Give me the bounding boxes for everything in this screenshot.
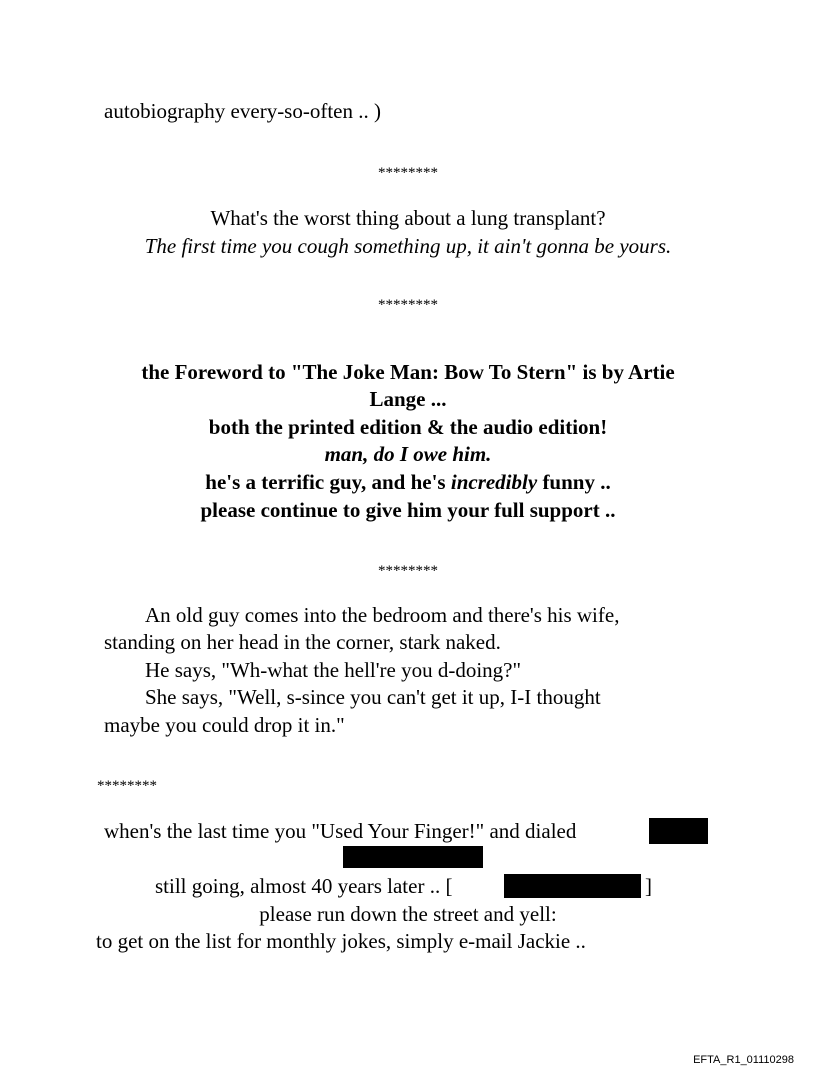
separator-3: ******** (378, 563, 438, 579)
foreword-line-2: Lange ... (369, 387, 447, 411)
redaction-block (343, 846, 483, 868)
still-going-line: still going, almost 40 years later .. [ (155, 874, 453, 898)
joke2-line-3: He says, "Wh-what the hell're you d-doing?" (145, 658, 522, 682)
mailing-list-line: to get on the list for monthly jokes, simply e-mail Jackie .. (96, 929, 586, 953)
joke2-line-5: maybe you could drop it in." (104, 713, 345, 737)
foreword-line-5-end: funny .. (537, 470, 611, 494)
joke1-answer: The first time you cough something up, it ain't gonna be yours. (144, 234, 672, 258)
document-id: EFTA_R1_01110298 (693, 1054, 794, 1066)
separator-1: ******** (378, 165, 438, 181)
intro-line: autobiography every-so-often .. ) (104, 99, 381, 123)
redaction-block (649, 818, 708, 844)
still-going-bracket: ] (645, 874, 652, 898)
finger-line: when's the last time you "Used Your Finger!" and dialed (104, 819, 577, 843)
separator-2: ******** (378, 297, 438, 313)
foreword-line-4: man, do I owe him. (324, 442, 492, 466)
foreword-line-3: both the printed edition & the audio edition! (208, 415, 608, 439)
foreword-line-5-emphasis: incredibly (450, 470, 538, 494)
foreword-line-5-start: he's a terrific guy, and he's (205, 470, 451, 494)
run-down-line: please run down the street and yell: (259, 902, 557, 926)
foreword-line-6: please continue to give him your full support .. (200, 498, 616, 522)
foreword-line-5 (0, 469, 816, 495)
foreword-line-1: the Foreword to "The Joke Man: Bow To Stern" is by Artie (141, 360, 675, 384)
joke1-question: What's the worst thing about a lung transplant? (210, 206, 606, 230)
joke2-line-4: She says, "Well, s-since you can't get it up, I-I thought (145, 685, 601, 709)
redaction-block (504, 874, 641, 898)
separator-4: ******** (97, 778, 157, 794)
joke2-line-1: An old guy comes into the bedroom and there's his wife, (145, 603, 620, 627)
joke2-line-2: standing on her head in the corner, stark naked. (104, 630, 501, 654)
